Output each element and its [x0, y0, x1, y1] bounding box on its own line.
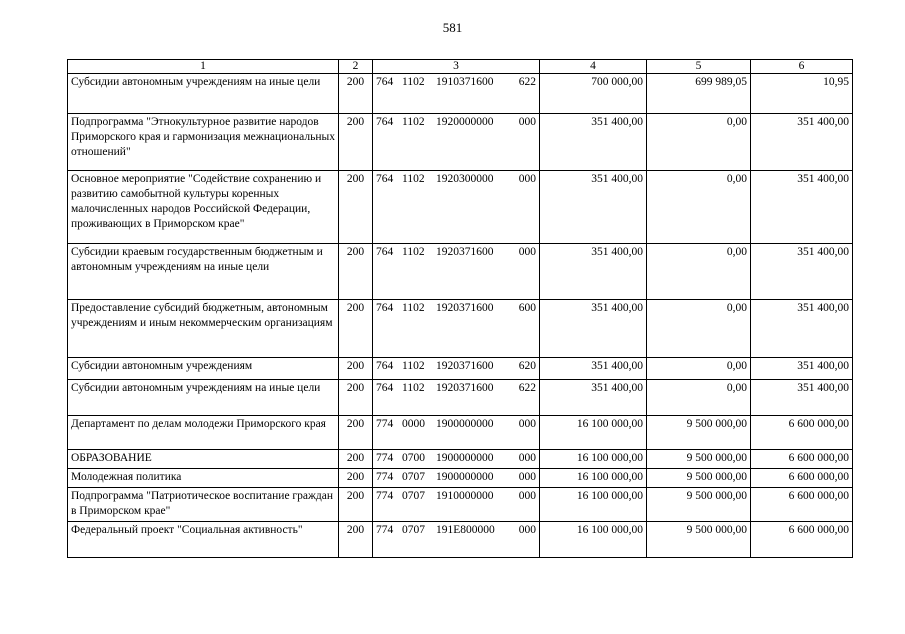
code-target: 1900000000	[436, 452, 494, 464]
row-value-6: 351 400,00	[751, 380, 853, 416]
code-ministry: 764	[376, 76, 394, 88]
table-row	[68, 244, 853, 300]
column-header-row	[68, 60, 853, 74]
row-code-2: 200	[339, 469, 373, 488]
row-code-2: 200	[339, 74, 373, 114]
table-row	[68, 300, 853, 358]
code-target: 1920371600	[436, 382, 494, 394]
column-header: 3	[373, 60, 540, 74]
row-value-4: 16 100 000,00	[540, 450, 647, 469]
row-value-5: 0,00	[647, 244, 751, 300]
row-value-5: 0,00	[647, 171, 751, 244]
row-value-5: 9 500 000,00	[647, 488, 751, 522]
code-type: 000	[518, 452, 536, 464]
row-code-2: 200	[339, 358, 373, 380]
row-code-2: 200	[339, 300, 373, 358]
code-target: 1910371600	[436, 76, 494, 88]
code-ministry: 764	[376, 382, 394, 394]
table-row	[68, 171, 853, 244]
row-code-3	[373, 358, 540, 380]
row-value-5: 9 500 000,00	[647, 450, 751, 469]
row-name: Департамент по делам молодежи Приморского края	[68, 416, 339, 450]
code-target: 1900000000	[436, 471, 494, 483]
column-header: 2	[339, 60, 373, 74]
code-ministry: 764	[376, 246, 394, 258]
row-code-3	[373, 469, 540, 488]
row-value-6: 6 600 000,00	[751, 469, 853, 488]
row-value-6: 351 400,00	[751, 114, 853, 171]
table-row	[68, 74, 853, 114]
row-code-3	[373, 416, 540, 450]
code-section: 0700	[402, 452, 425, 464]
code-ministry: 764	[376, 360, 394, 372]
code-section: 1102	[402, 246, 425, 258]
row-value-4: 351 400,00	[540, 300, 647, 358]
row-value-4: 351 400,00	[540, 171, 647, 244]
row-value-6: 351 400,00	[751, 358, 853, 380]
code-section: 1102	[402, 360, 425, 372]
code-type: 000	[518, 246, 536, 258]
row-code-2: 200	[339, 416, 373, 450]
row-code-3	[373, 74, 540, 114]
row-value-4: 351 400,00	[540, 358, 647, 380]
code-ministry: 774	[376, 490, 394, 502]
row-code-2: 200	[339, 488, 373, 522]
row-code-3	[373, 300, 540, 358]
row-value-4: 16 100 000,00	[540, 416, 647, 450]
code-section: 1102	[402, 382, 425, 394]
row-value-4: 16 100 000,00	[540, 469, 647, 488]
row-name: Основное мероприятие "Содействие сохранению и развитию самобытной культуры коренных малочисленных народов Российской Федерации, проживающих в Приморском крае"	[68, 171, 339, 244]
table-row	[68, 358, 853, 380]
row-code-2: 200	[339, 450, 373, 469]
table-row	[68, 469, 853, 488]
code-ministry: 764	[376, 302, 394, 314]
row-value-4: 700 000,00	[540, 74, 647, 114]
row-code-3	[373, 522, 540, 558]
row-name: Подпрограмма "Этнокультурное развитие народов Приморского края и гармонизация межнациональных отношений"	[68, 114, 339, 171]
row-value-6: 6 600 000,00	[751, 488, 853, 522]
row-value-5: 0,00	[647, 358, 751, 380]
code-type: 000	[518, 524, 536, 536]
code-type: 600	[518, 302, 536, 314]
table-row	[68, 488, 853, 522]
row-value-5: 9 500 000,00	[647, 416, 751, 450]
code-ministry: 764	[376, 116, 394, 128]
row-code-2: 200	[339, 244, 373, 300]
code-type: 000	[518, 116, 536, 128]
row-value-5: 9 500 000,00	[647, 522, 751, 558]
code-target: 1900000000	[436, 418, 494, 430]
code-section: 1102	[402, 173, 425, 185]
row-value-4: 351 400,00	[540, 380, 647, 416]
code-type: 620	[518, 360, 536, 372]
table-row	[68, 114, 853, 171]
code-target: 1920300000	[436, 173, 494, 185]
row-value-4: 351 400,00	[540, 244, 647, 300]
row-name: Субсидии краевым государственным бюджетным и автономным учреждениям на иные цели	[68, 244, 339, 300]
code-type: 000	[518, 471, 536, 483]
row-name: Федеральный проект "Социальная активность"	[68, 522, 339, 558]
row-code-3	[373, 488, 540, 522]
code-target: 1910000000	[436, 490, 494, 502]
page-number: 581	[442, 20, 463, 35]
code-target: 191E800000	[436, 524, 495, 536]
row-code-2: 200	[339, 171, 373, 244]
row-name: Субсидии автономным учреждениям	[68, 358, 339, 380]
row-value-5: 0,00	[647, 300, 751, 358]
code-type: 000	[518, 418, 536, 430]
row-code-3	[373, 244, 540, 300]
code-ministry: 774	[376, 418, 394, 430]
code-section: 0707	[402, 490, 425, 502]
column-header: 4	[540, 60, 647, 74]
row-value-6: 10,95	[751, 74, 853, 114]
row-code-2: 200	[339, 522, 373, 558]
row-name: Субсидии автономным учреждениям на иные цели	[68, 380, 339, 416]
row-name: Молодежная политика	[68, 469, 339, 488]
code-type: 000	[518, 490, 536, 502]
code-ministry: 774	[376, 452, 394, 464]
row-value-5: 699 989,05	[647, 74, 751, 114]
row-code-3	[373, 380, 540, 416]
row-code-3	[373, 171, 540, 244]
budget-table	[67, 59, 853, 558]
code-section: 0000	[402, 418, 425, 430]
row-name: Подпрограмма "Патриотическое воспитание граждан в Приморском крае"	[68, 488, 339, 522]
row-value-4: 16 100 000,00	[540, 488, 647, 522]
column-header: 5	[647, 60, 751, 74]
row-code-3	[373, 114, 540, 171]
table-row	[68, 380, 853, 416]
code-ministry: 774	[376, 524, 394, 536]
code-section: 1102	[402, 302, 425, 314]
row-value-6: 6 600 000,00	[751, 416, 853, 450]
column-header: 6	[751, 60, 853, 74]
row-value-6: 6 600 000,00	[751, 450, 853, 469]
code-section: 1102	[402, 76, 425, 88]
row-name: Субсидии автономным учреждениям на иные цели	[68, 74, 339, 114]
row-code-3	[373, 450, 540, 469]
row-value-6: 351 400,00	[751, 171, 853, 244]
code-type: 622	[518, 382, 536, 394]
code-target: 1920371600	[436, 360, 494, 372]
row-name: Предоставление субсидий бюджетным, автономным учреждениям и иным некоммерческим организациям	[68, 300, 339, 358]
code-section: 1102	[402, 116, 425, 128]
row-value-5: 9 500 000,00	[647, 469, 751, 488]
row-value-6: 6 600 000,00	[751, 522, 853, 558]
code-ministry: 774	[376, 471, 394, 483]
row-value-6: 351 400,00	[751, 244, 853, 300]
table-row	[68, 450, 853, 469]
table-row	[68, 416, 853, 450]
code-type: 000	[518, 173, 536, 185]
code-target: 1920371600	[436, 246, 494, 258]
code-type: 622	[518, 76, 536, 88]
code-ministry: 764	[376, 173, 394, 185]
code-section: 0707	[402, 524, 425, 536]
row-code-2: 200	[339, 380, 373, 416]
row-name: ОБРАЗОВАНИЕ	[68, 450, 339, 469]
row-code-2: 200	[339, 114, 373, 171]
code-target: 1920371600	[436, 302, 494, 314]
row-value-4: 16 100 000,00	[540, 522, 647, 558]
row-value-6: 351 400,00	[751, 300, 853, 358]
table-row	[68, 522, 853, 558]
row-value-5: 0,00	[647, 114, 751, 171]
column-header: 1	[68, 60, 339, 74]
code-target: 1920000000	[436, 116, 494, 128]
row-value-4: 351 400,00	[540, 114, 647, 171]
code-section: 0707	[402, 471, 425, 483]
row-value-5: 0,00	[647, 380, 751, 416]
